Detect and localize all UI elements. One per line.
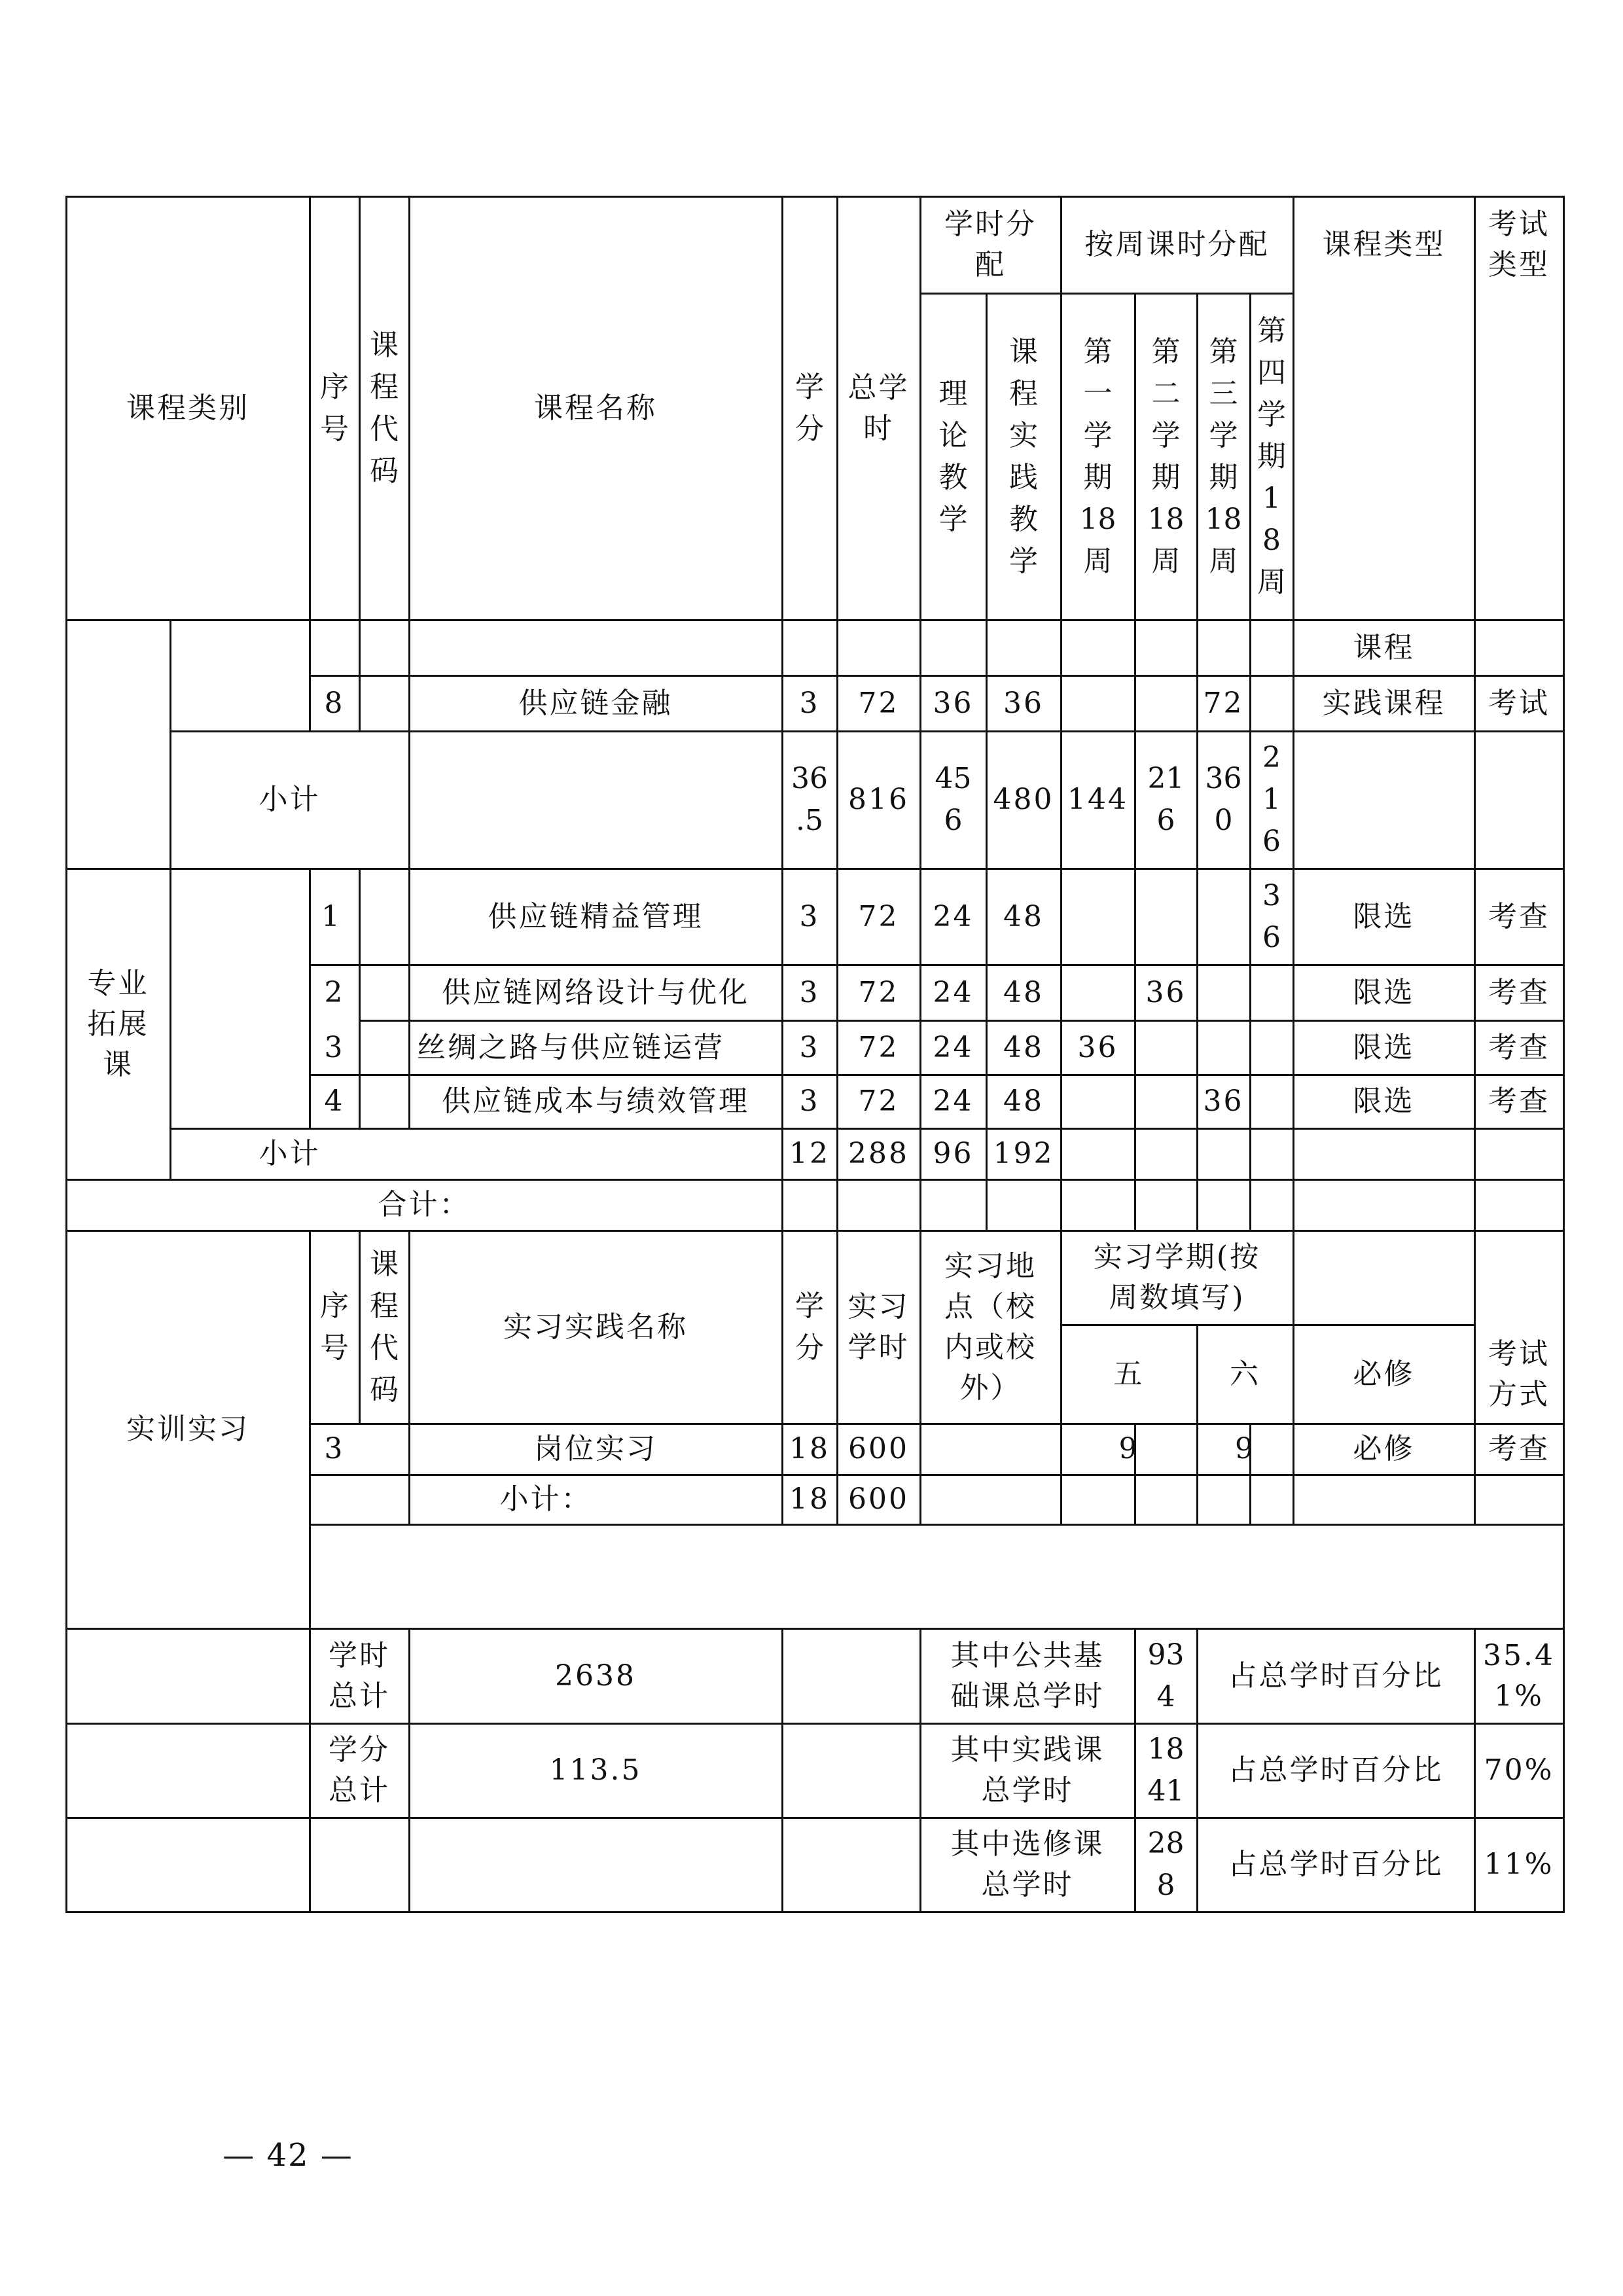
header-term4-text: 第 四 学 期 1 8 周	[1257, 314, 1286, 599]
total-credits-label	[311, 1725, 408, 1816]
internship-term5	[1062, 1425, 1196, 1473]
subtotal-credit-text: 36 .5	[791, 762, 828, 837]
expansion-course-type	[1294, 870, 1473, 963]
table-rule	[359, 868, 361, 1130]
internship-required-header	[1294, 1326, 1473, 1422]
internship-location-header-text: 实习地 点（校 内或校 外）	[944, 1249, 1037, 1405]
row-practice-text: 36	[1003, 686, 1044, 720]
internship-credit-header-text: 学 分	[795, 1289, 824, 1365]
header-credit	[783, 198, 836, 619]
expansion-exam-type-text: 考查	[1488, 1085, 1550, 1118]
table-rule	[309, 1524, 1565, 1526]
subtotal-term4	[1251, 732, 1292, 867]
expansion-credit-text: 3	[799, 1030, 820, 1064]
table-rule	[836, 1179, 838, 1232]
expansion-hours-text: 72	[858, 899, 899, 933]
expansion-exam-type	[1476, 870, 1562, 963]
internship-name-header-text: 实习实践名称	[503, 1310, 688, 1344]
expansion-practice	[988, 870, 1060, 963]
expansion-subtotal-practice	[988, 1130, 1060, 1178]
practice-hours-value-text: 18 41	[1147, 1732, 1185, 1808]
subtotal-hours-text: 816	[848, 783, 909, 816]
expansion-term3	[1198, 870, 1249, 963]
expansion-course-name-text: 供应链成本与绩效管理	[442, 1085, 749, 1118]
header-term3-text: 第 三 学 期 18 周	[1205, 334, 1242, 578]
internship-seq-header-text: 序 号	[320, 1289, 349, 1365]
practice-ratio-value	[1476, 1725, 1562, 1816]
expansion-credit	[783, 870, 836, 963]
expansion-term4	[1251, 966, 1292, 1019]
expansion-course-type	[1294, 1022, 1473, 1073]
internship-subtotal-hours	[838, 1476, 919, 1523]
internship-category-text: 实训实习	[126, 1412, 249, 1446]
expansion-hours-text: 72	[858, 975, 899, 1009]
internship-type	[1294, 1425, 1473, 1473]
expansion-term4	[1251, 1076, 1292, 1127]
expansion-course-name	[410, 966, 781, 1019]
table-rule	[986, 1179, 988, 1232]
internship-category	[67, 1232, 308, 1627]
expansion-theory	[921, 1076, 985, 1127]
course-type-cell	[1294, 621, 1473, 674]
expansion-practice	[988, 1076, 1060, 1127]
expansion-subtotal-label-text: 小计	[259, 1137, 321, 1170]
internship-hours-text: 600	[848, 1432, 909, 1465]
subtotal-term3-text: 36 0	[1205, 762, 1242, 837]
expansion-credit-text: 3	[799, 1085, 820, 1118]
header-practice-text: 课 程 实 践 教 学	[1009, 334, 1038, 578]
row-course-type	[1294, 677, 1473, 730]
header-hour-split-text: 学时分 配	[944, 207, 1037, 281]
expansion-seq-text: 1	[321, 899, 342, 933]
expansion-subtotal-label	[171, 1130, 408, 1178]
total-credits-label-text: 学分 总计	[329, 1733, 390, 1807]
header-credit-text: 学 分	[795, 370, 824, 446]
expansion-practice-text: 48	[1003, 1085, 1044, 1118]
total-credits-value-text: 113.5	[549, 1753, 642, 1787]
subtotal-label	[171, 732, 408, 867]
internship-exam-header	[1476, 1326, 1562, 1422]
expansion-term3-text: 36	[1203, 1085, 1244, 1118]
expansion-seq	[311, 1076, 358, 1127]
elective-ratio-label	[1198, 1819, 1473, 1910]
subtotal-practice-text: 480	[993, 783, 1054, 816]
public-ratio-label-text: 占总学时百分比	[1228, 1659, 1444, 1693]
subtotal-label-text: 小计	[259, 783, 321, 816]
internship-hours	[838, 1425, 919, 1473]
expansion-exam-type-text: 考查	[1488, 975, 1550, 1009]
elective-ratio-value	[1476, 1819, 1562, 1910]
total-hours-label-text: 学时 总计	[329, 1638, 390, 1713]
subtotal-term1	[1062, 732, 1133, 867]
expansion-subtotal-credit-text: 12	[789, 1137, 830, 1170]
header-total-hours-text: 总学 时	[847, 370, 910, 445]
row-hours-text: 72	[858, 686, 899, 720]
expansion-term1	[1062, 1076, 1133, 1127]
total-credits-value	[410, 1725, 781, 1816]
expansion-seq-text: 3	[324, 1030, 345, 1064]
header-seq-text: 序 号	[320, 370, 349, 446]
header-seq	[311, 198, 358, 619]
expansion-hours	[838, 870, 919, 963]
row-course-name	[410, 677, 781, 730]
expansion-practice-text: 48	[1003, 899, 1044, 933]
subtotal-term2	[1136, 732, 1196, 867]
expansion-exam-type	[1476, 966, 1562, 1019]
expansion-term4	[1251, 870, 1292, 963]
row-exam-type	[1476, 677, 1562, 730]
internship-type-text: 必修	[1353, 1432, 1415, 1465]
internship-term-header-text: 实习学期(按 周数填写)	[1093, 1240, 1261, 1314]
expansion-practice	[988, 1022, 1060, 1073]
header-course-name	[410, 198, 781, 619]
expansion-term3	[1198, 966, 1249, 1019]
elective-hours-label	[921, 1819, 1133, 1910]
elective-hours-label-text: 其中选修课 总学时	[950, 1827, 1105, 1901]
table-rule	[1249, 1179, 1251, 1232]
expansion-term3	[1198, 1076, 1249, 1127]
expansion-term1	[1062, 870, 1133, 963]
expansion-practice-text: 48	[1003, 975, 1044, 1009]
row-theory	[921, 677, 985, 730]
subtotal-term2-text: 21 6	[1147, 762, 1185, 837]
expansion-term2	[1136, 1076, 1196, 1127]
subtotal-credit	[783, 732, 836, 867]
internship-subtotal-label	[311, 1476, 781, 1523]
internship-seq-text: 3	[324, 1432, 345, 1465]
expansion-credit-text: 3	[799, 975, 820, 1009]
expansion-theory-text: 24	[933, 1030, 974, 1064]
table-rule	[1060, 1179, 1062, 1232]
public-ratio-value	[1476, 1630, 1562, 1722]
table-rule	[1196, 1179, 1198, 1232]
expansion-subtotal-hours-text: 288	[848, 1137, 909, 1170]
header-practice	[988, 295, 1060, 619]
expansion-subtotal-theory	[921, 1130, 985, 1178]
expansion-term1	[1062, 966, 1133, 1019]
row-seq-text: 8	[324, 686, 345, 720]
expansion-practice-text: 48	[1003, 1030, 1044, 1064]
expansion-practice	[988, 966, 1060, 1019]
row-credit	[783, 677, 836, 730]
table-rule	[1474, 1179, 1476, 1232]
elective-ratio-value-text: 11%	[1484, 1848, 1554, 1881]
header-term1	[1062, 295, 1133, 619]
internship-subtotal-hours-text: 600	[848, 1482, 909, 1516]
table-rule	[781, 1179, 783, 1232]
internship-code-header-text: 课 程 代 码	[370, 1247, 399, 1407]
row-seq	[311, 677, 358, 730]
internship-term-header	[1062, 1232, 1292, 1323]
expansion-hours	[838, 1076, 919, 1127]
public-hours-value	[1136, 1630, 1196, 1722]
internship-exam-header-text: 考试 方式	[1488, 1336, 1550, 1411]
public-hours-value-text: 93 4	[1147, 1638, 1185, 1713]
header-weekly-hours-text: 按周课时分配	[1084, 228, 1270, 261]
internship-term5-header-text: 五	[1113, 1357, 1145, 1391]
header-course-code-text: 课 程 代 码	[370, 328, 399, 488]
internship-name-header	[410, 1232, 781, 1422]
internship-hours-header	[838, 1232, 919, 1422]
expansion-theory-text: 24	[933, 899, 974, 933]
practice-hours-value	[1136, 1725, 1196, 1816]
expansion-course-name	[410, 870, 781, 963]
practice-hours-label	[921, 1725, 1133, 1816]
internship-term6-header	[1198, 1326, 1292, 1422]
expansion-course-name-text: 供应链精益管理	[488, 899, 704, 933]
internship-seq-header	[311, 1232, 358, 1422]
expansion-term2	[1136, 870, 1196, 963]
header-exam-type	[1476, 198, 1562, 292]
row-credit-text: 3	[799, 686, 820, 720]
expansion-term4-text: 3 6	[1262, 878, 1281, 954]
row-course-name-text: 供应链金融	[518, 686, 673, 720]
row-hours	[838, 677, 919, 730]
internship-hours-header-text: 实习 学时	[847, 1289, 910, 1364]
internship-location-header	[921, 1232, 1060, 1422]
expansion-credit	[783, 1022, 836, 1073]
expansion-course-type	[1294, 966, 1473, 1019]
internship-exam-text: 考查	[1488, 1432, 1550, 1465]
header-hour-split	[921, 198, 1060, 292]
row-exam-type-text: 考试	[1488, 686, 1550, 720]
internship-name-text: 岗位实习	[534, 1432, 657, 1465]
total-label	[67, 1181, 781, 1229]
elective-ratio-label-text: 占总学时百分比	[1228, 1848, 1444, 1881]
subtotal-term4-text: 2 1 6	[1262, 741, 1281, 858]
elective-hours-value-text: 28 8	[1147, 1827, 1185, 1902]
table-rule	[65, 1911, 1565, 1913]
expansion-course-type-text: 限选	[1353, 899, 1415, 933]
row-practice	[988, 677, 1060, 730]
internship-subtotal-label-text: 小计：	[499, 1482, 592, 1516]
expansion-seq	[311, 870, 358, 963]
expansion-credit	[783, 1076, 836, 1127]
expansion-theory-text: 24	[933, 1085, 974, 1118]
internship-subtotal-credit	[783, 1476, 836, 1523]
expansion-term4	[1251, 1022, 1292, 1073]
expansion-subtotal-credit	[783, 1130, 836, 1178]
header-course-name-text: 课程名称	[534, 391, 657, 425]
public-ratio-label	[1198, 1630, 1473, 1722]
total-hours-value-text: 2638	[555, 1659, 636, 1693]
internship-term6-header-text: 六	[1230, 1357, 1260, 1391]
expansion-course-type-text: 限选	[1353, 975, 1415, 1009]
internship-term5-text: 9	[1118, 1432, 1139, 1465]
expansion-term2	[1136, 1022, 1196, 1073]
expansion-category	[67, 870, 169, 1178]
header-exam-type-text: 考试 类型	[1488, 207, 1550, 281]
expansion-term2-text: 36	[1145, 975, 1186, 1009]
internship-term5-header	[1062, 1326, 1196, 1422]
public-hours-label-text: 其中公共基 础课总学时	[950, 1638, 1105, 1713]
expansion-course-name-text: 丝绸之路与供应链运营	[417, 1030, 724, 1064]
subtotal-term3	[1198, 732, 1249, 867]
expansion-term1-text: 36	[1077, 1030, 1118, 1064]
header-total-hours	[838, 198, 919, 619]
expansion-term3	[1198, 1022, 1249, 1073]
expansion-course-type	[1294, 1076, 1473, 1127]
header-theory	[921, 295, 985, 619]
total-label-text: 合计：	[378, 1188, 471, 1221]
internship-code-header	[361, 1232, 408, 1422]
internship-credit	[783, 1425, 836, 1473]
expansion-course-name	[410, 1076, 781, 1127]
header-term4	[1251, 295, 1292, 619]
header-course-code	[361, 198, 408, 619]
expansion-hours-text: 72	[858, 1030, 899, 1064]
subtotal-hours	[838, 732, 919, 867]
expansion-course-name-text: 供应链网络设计与优化	[442, 975, 749, 1009]
header-course-type	[1294, 198, 1473, 292]
expansion-course-type-text: 限选	[1353, 1030, 1415, 1064]
expansion-seq	[311, 966, 358, 1019]
internship-name	[410, 1425, 781, 1473]
expansion-exam-type	[1476, 1076, 1562, 1127]
expansion-exam-type-text: 考查	[1488, 899, 1550, 933]
table-rule	[408, 619, 410, 870]
header-term3	[1198, 295, 1249, 619]
subtotal-practice	[988, 732, 1060, 867]
row-term3-text: 72	[1203, 686, 1244, 720]
header-weekly-hours	[1062, 198, 1292, 292]
header-course-type-text: 课程类型	[1322, 228, 1446, 261]
subtotal-theory-text: 45 6	[935, 762, 972, 837]
expansion-seq	[311, 1022, 358, 1073]
page-number: — 42 —	[223, 2137, 353, 2174]
expansion-exam-type-text: 考查	[1488, 1030, 1550, 1064]
header-term2	[1136, 295, 1196, 619]
public-hours-label	[921, 1630, 1133, 1722]
expansion-hours	[838, 1022, 919, 1073]
subtotal-term1-text: 144	[1067, 783, 1128, 816]
table-rule	[919, 1179, 921, 1232]
row-course-type-text: 实践课程	[1322, 686, 1446, 720]
curriculum-table	[66, 196, 1563, 1913]
internship-credit-text: 18	[789, 1432, 830, 1465]
header-course-category	[67, 198, 308, 619]
expansion-theory	[921, 966, 985, 1019]
expansion-subtotal-hours	[838, 1130, 919, 1178]
header-term2-text: 第 二 学 期 18 周	[1147, 334, 1185, 578]
expansion-seq-text: 2	[324, 975, 345, 1009]
expansion-course-type-text: 限选	[1353, 1085, 1415, 1118]
header-theory-text: 理 论 教 学	[938, 376, 968, 536]
row-term3	[1198, 677, 1249, 730]
practice-hours-label-text: 其中实践课 总学时	[950, 1733, 1105, 1807]
expansion-subtotal-practice-text: 192	[993, 1137, 1054, 1170]
table-rule	[169, 619, 171, 1181]
table-rule	[1563, 196, 1565, 1913]
table-rule	[1293, 1179, 1294, 1232]
expansion-credit-text: 3	[799, 899, 820, 933]
header-term1-text: 第 一 学 期 18 周	[1079, 334, 1116, 578]
subtotal-theory	[921, 732, 985, 867]
expansion-course-name	[361, 1022, 781, 1073]
internship-subtotal-credit-text: 18	[789, 1482, 830, 1516]
expansion-seq-text: 4	[324, 1085, 345, 1118]
expansion-category-text: 专业 拓展 课	[87, 966, 149, 1081]
elective-hours-value	[1136, 1819, 1196, 1910]
header-course-category-text: 课程类别	[126, 391, 249, 425]
internship-term6-text: 9	[1235, 1432, 1255, 1465]
internship-seq	[311, 1425, 358, 1473]
row-theory-text: 36	[933, 686, 974, 720]
table-rule	[1134, 1179, 1136, 1232]
expansion-theory	[921, 1022, 985, 1073]
course-type-cell-text: 课程	[1353, 630, 1415, 664]
expansion-subtotal-theory-text: 96	[933, 1137, 974, 1170]
expansion-exam-type	[1476, 1022, 1562, 1073]
expansion-hours-text: 72	[858, 1085, 899, 1118]
expansion-term1	[1062, 1022, 1133, 1073]
practice-ratio-label-text: 占总学时百分比	[1228, 1753, 1444, 1787]
total-hours-value	[410, 1630, 781, 1722]
expansion-term2	[1136, 966, 1196, 1019]
expansion-hours	[838, 966, 919, 1019]
practice-ratio-value-text: 70%	[1484, 1753, 1554, 1787]
expansion-theory	[921, 870, 985, 963]
internship-credit-header	[783, 1232, 836, 1422]
internship-exam	[1476, 1425, 1562, 1473]
public-ratio-value-text: 35.4 1%	[1483, 1638, 1555, 1713]
internship-term6	[1198, 1425, 1292, 1473]
expansion-theory-text: 24	[933, 975, 974, 1009]
internship-required-header-text: 必修	[1353, 1357, 1415, 1391]
table-rule	[781, 1628, 783, 1913]
practice-ratio-label	[1198, 1725, 1473, 1816]
expansion-credit	[783, 966, 836, 1019]
total-hours-label	[311, 1630, 408, 1722]
